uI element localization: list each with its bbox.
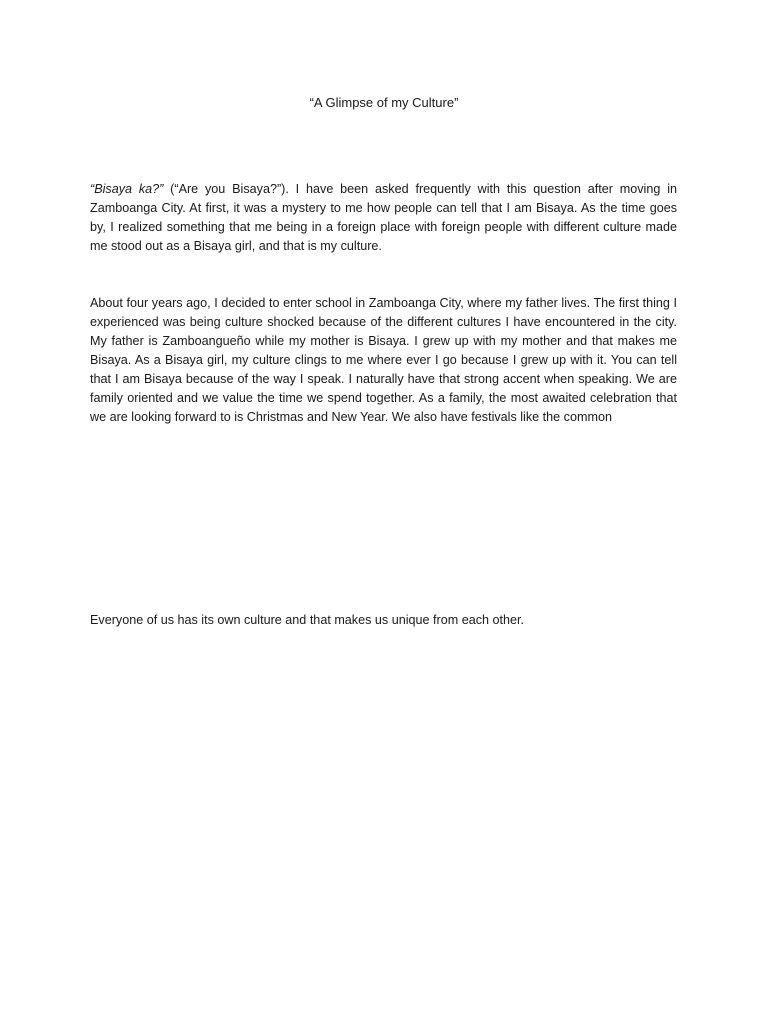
paragraph-intro [90, 180, 677, 256]
paragraph-body: About four years ago, I decided to enter school in Zamboanga City, where my father lives. The first thing I experienced was being culture shocked because of the different cultures I have encountered in the city. My father is Zamboangueño while my mother is Bisaya. I grew up with my mother and that makes me Bisaya. As a Bisaya girl, my culture clings to me where ever I go because I grew up with it. You can tell that I am Bisaya because of the way I speak. I naturally have that strong accent when speaking. We are family oriented and we value the time we spend together. As a family, the most awaited celebration that we are looking forward to is Christmas and New Year. We also have festivals like the common [90, 296, 677, 424]
paragraph-intro-text: (“Are you Bisaya?”). I have been asked frequently with this question after moving in Zamboanga City. At first, it was a mystery to me how people can tell that I am Bisaya. As the time goes by, I realized something that me being in a foreign place with foreign people with different culture made me stood out as a Bisaya girl, and that is my culture. [90, 182, 677, 253]
paragraph-intro-lead: “Bisaya ka?” [90, 182, 164, 196]
document-title: “A Glimpse of my Culture” [309, 95, 459, 110]
paragraph-conclusion: Everyone of us has its own culture and that makes us unique from each other. [90, 613, 525, 627]
